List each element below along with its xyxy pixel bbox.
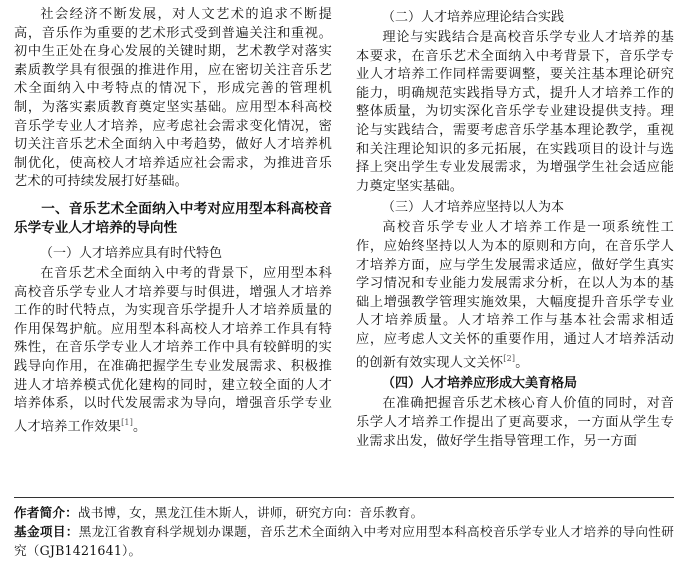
subsection-heading-1: （一）人才培养应具有时代特色 <box>40 245 223 261</box>
left-column <box>14 6 332 437</box>
author-label: 作者简介： <box>14 505 78 520</box>
subsection-2-paragraph: 理论与实践结合是高校音乐学专业人才培养的基本要求，在音乐艺术全面纳入中考背景下，音乐学专业人才培养工作同样需要调整，要关注基本理论研究能力，明确规范实践指导方式，提升人才培养工作的整体质量，为切实深化音乐学专业建设提供支持。理论与实践结合，需要考虑音乐学基本理论教学，重视和关注理论知识的多元拓展，在实践项目的设计与选择上突出学生专业发展需求，为增强学生社会适应能力奠定坚实基础。 <box>356 30 674 194</box>
fund-text: 黑龙江省教育科学规划办课题，音乐艺术全面纳入中考对应用型本科高校音乐学专业人才培养的导向性研究（GJB1421641）。 <box>14 524 675 558</box>
subsection-1-end: 。 <box>133 419 147 435</box>
subsection-1-paragraph <box>14 265 332 437</box>
author-text: 战书博，女，黑龙江佳木斯人，讲师，研究方向：音乐教育。 <box>77 505 424 520</box>
subsection-heading-4: （四）人才培养应形成大美育格局 <box>382 376 578 392</box>
subsection-3-paragraph <box>356 219 674 372</box>
citation-1: [1] <box>121 417 134 427</box>
fund-note <box>14 522 674 560</box>
subsection-3-text: 高校音乐学专业人才培养工作是一项系统性工作，应始终坚持以人为本的原则和方向，在音乐学人才培养方面，应与学生发展需求适应，做好学生真实学习情况和专业能力发展需求分析，在以人为本的基础上增强教学管理实施效果，大幅度提升音乐学专业人才培养质量。人才培养工作与基本社会需求相适应，应考虑人文关怀的重要作用，通过人才培养活动的创新有效实现人文关怀 <box>356 220 674 370</box>
subsection-heading-2: （二）人才培养应理论结合实践 <box>382 10 565 25</box>
citation-2: [2] <box>503 353 516 363</box>
subsection-3-end: 。 <box>515 354 529 370</box>
section-heading-1: 一、音乐艺术全面纳入中考对应用型本科高校音乐学专业人才培养的导向性 <box>14 200 332 236</box>
subsection-heading-3: （三）人才培养应坚持以人为本 <box>382 200 565 216</box>
footnote-divider <box>14 497 674 498</box>
intro-paragraph: 社会经济不断发展，对人文艺术的追求不断提高，音乐作为重要的艺术形式受到普遍关注和重视。初中生正处在身心发展的关键时期，艺术教学对落实素质教学具有很强的推进作用，应在密切关注音乐艺术全面纳入中考特点的情况下，形成完善的管理机制，为落实素质教育奠定坚实基础。应用型本科高校音乐学专业人才培养，应考虑社会需求变化情况，密切关注音乐艺术全面纳入中考趋势，做好人才培养机制优化，使高校人才培养适应社会需求，为推进音乐艺术的可持续发展打好基础。 <box>14 7 332 190</box>
right-column <box>356 6 674 451</box>
subsection-4-paragraph: 在准确把握音乐艺术核心育人价值的同时，对音乐学人才培养工作提出了更高要求，一方面从学生专业需求出发，做好学生指导管理工作，另一方面 <box>356 396 674 449</box>
subsection-1-text: 在音乐艺术全面纳入中考的背景下，应用型本科高校音乐学专业人才培养要与时俱进，增强人才培养工作的时代特点，为实现音乐学提升人才培养质量的作用保驾护航。应用型本科高校人才培养工作具有特殊性，在音乐学专业人才培养工作中具有较鲜明的实践导向作用，在准确把握学生专业发展需求、积极推进人才培养模式优化建构的同时，建立较全面的人才培养体系，以时代发展需求为导向，增强音乐学专业人才培养工作效果 <box>14 265 332 435</box>
author-note <box>14 503 674 522</box>
fund-label: 基金项目： <box>14 524 79 539</box>
footnotes <box>14 503 674 560</box>
